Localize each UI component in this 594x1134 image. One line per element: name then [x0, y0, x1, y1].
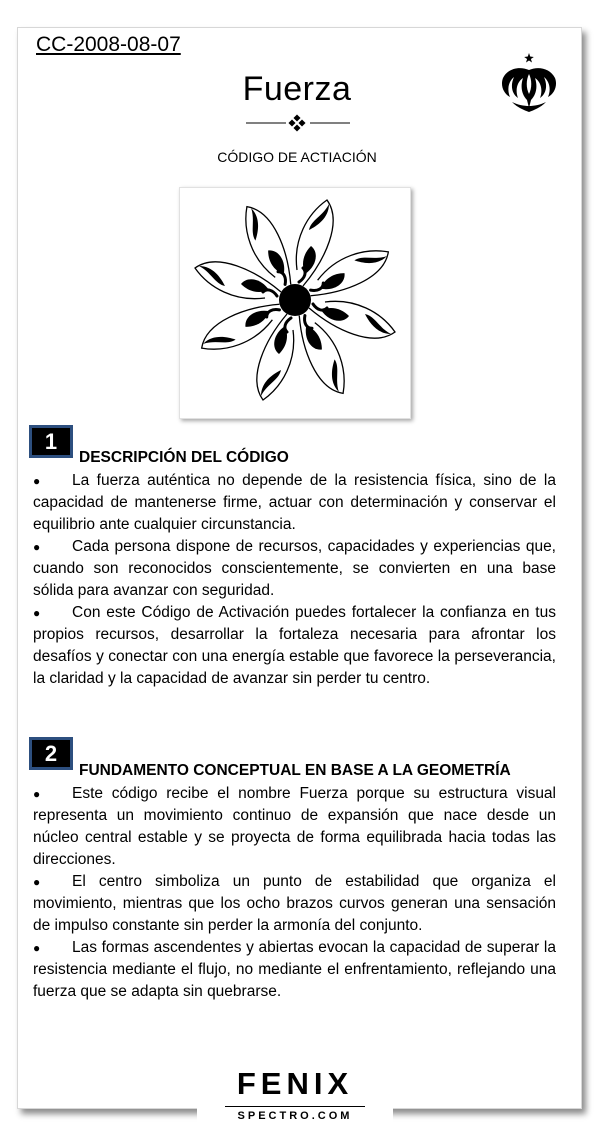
page-subtitle: CÓDIGO DE ACTIACIÓN — [217, 149, 377, 165]
section-body — [33, 783, 556, 1003]
diamond-ornament-icon — [244, 114, 352, 132]
brand-divider — [225, 1106, 365, 1107]
pinwheel-center — [279, 284, 311, 316]
section-title: DESCRIPCIÓN DEL CÓDIGO — [79, 449, 289, 466]
bullet-icon: ● — [33, 474, 41, 488]
bullet-icon: ● — [33, 875, 41, 890]
bullet-icon: ● — [33, 606, 41, 621]
bullet-paragraph: ● Cada persona dispone de recursos, capacidades y experiencias que, cuando son reconocidos conscientemente, se convierten en una base sólida para avanzar con seguridad. — [33, 536, 556, 602]
bullet-icon: ● — [33, 941, 41, 956]
bullet-paragraph: ● Este código recibe el nombre Fuerza porque su estructura visual representa un movimiento continuo de expansión que nace desde un núcleo central estable y se proyecta de forma equilibrada hacia todas las direcciones. — [33, 783, 556, 871]
page-title: Fuerza — [242, 70, 352, 108]
section-number-badge: 1 — [29, 425, 73, 458]
bullet-paragraph: ● La fuerza auténtica no depende de la resistencia física, sino de la capacidad de mantenerse firme, actuar con determinación y conservar el equilibrio ante cualquier circunstancia. — [33, 470, 556, 536]
bullet-icon: ● — [33, 787, 41, 801]
activation-code-figure — [179, 187, 411, 419]
section-number-badge: 2 — [29, 737, 73, 770]
pinwheel-arm — [306, 230, 393, 317]
pinwheel-arm — [296, 200, 333, 286]
section-body — [33, 470, 556, 690]
bullet-paragraph: ● Las formas ascendentes y abiertas evocan la capacidad de superar la resistencia mediante el flujo, no mediante el enfrentamiento, reflejando una fuerza que se adapta sin quebrarse. — [33, 937, 556, 1003]
brand-website: SPECTRO.COM — [237, 1110, 353, 1122]
pinwheel-arm — [197, 283, 284, 370]
pinwheel-geometry-icon — [180, 188, 410, 418]
pinwheel-arm — [225, 202, 312, 289]
bullet-icon: ● — [33, 540, 41, 555]
brand-logo: FENIX — [236, 1066, 354, 1101]
pinwheel-arm — [257, 314, 294, 400]
code-id: CC-2008-08-07 — [36, 33, 181, 56]
bullet-paragraph: ● Con este Código de Activación puedes fortalecer la confianza en tus propios recursos, desarrollar la fortaleza necesaria para afrontar los desafíos y conectar con una energía estable que favorece la perseverancia, la claridad y la capacidad de avanzar sin perder tu centro. — [33, 602, 556, 690]
section-title: FUNDAMENTO CONCEPTUAL EN BASE A LA GEOMETRÍA — [79, 762, 511, 779]
pinwheel-arm — [278, 311, 365, 398]
pinwheel-arm — [309, 301, 395, 338]
phoenix-logo-icon — [498, 50, 560, 116]
pinwheel-arm — [195, 262, 281, 299]
bullet-paragraph: ● El centro simboliza un punto de estabilidad que organiza el movimiento, mientras que los ocho brazos curvos generan una sensación de impulso constante sin perder la armonía del conjunto. — [33, 871, 556, 937]
